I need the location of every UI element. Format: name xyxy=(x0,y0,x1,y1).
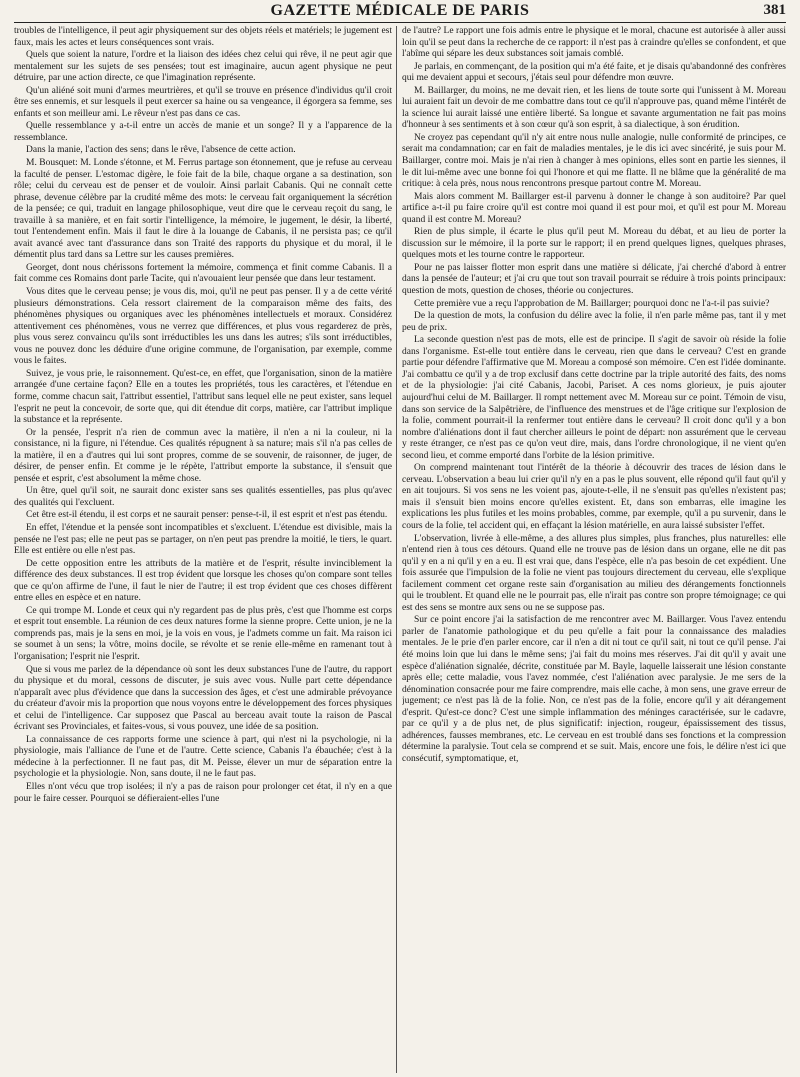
paragraph: En effet, l'étendue et la pensée sont incompatibles et s'excluent. L'étendue est divisible, mais la pensée ne l'est pas; elle ne peut pas se partager, on n'en peut pas prendre la moitié, le tiers, le quart. Elle est entière ou elle n'est pas. xyxy=(14,522,392,557)
paragraph: Je parlais, en commençant, de la position qui m'a été faite, et je disais qu'abandonné des confrères qui me devaient appui et secours, j'étais seul pour défendre mon œuvre. xyxy=(402,61,786,84)
paragraph: Cet être est-il étendu, il est corps et ne saurait penser: pense-t-il, il est esprit et n'est pas étendu. xyxy=(26,510,388,521)
paragraph: Qu'un aliéné soit muni d'armes meurtrières, et qu'il se trouve en présence d'individus qu'il croit être ses ennemis, et sur lesquels il peut exercer sa haine ou sa vengeance, il égorgera sa femme, ses enfants et son meilleur ami. Le rêveur n'est pas dans ce cas. xyxy=(14,85,392,119)
page-header xyxy=(14,2,786,23)
page-number: 381 xyxy=(763,2,786,18)
paragraph: Quelle ressemblance y a-t-il entre un accès de manie et un songe? Il y a l'apparence de la ressemblance. xyxy=(14,121,392,143)
left-column xyxy=(14,26,392,1075)
column-divider xyxy=(396,26,397,1073)
paragraph: Dans la manie, l'action des sens; dans le rêve, l'absence de cette action. xyxy=(26,145,296,156)
paragraph: Quels que soient la nature, l'ordre et la liaison des idées chez celui qui rêve, il ne peut agir que mentalement sur les sujets de ses pensées; tout est imaginaire, aucun agent physique ne peut détruire, par une action directe, ce que l'imagination représente. xyxy=(14,50,392,84)
journal-title: GAZETTE MÉDICALE DE PARIS xyxy=(270,2,530,19)
paragraph: Or la pensée, l'esprit n'a rien de commun avec la matière, il n'en a ni la couleur, ni la consistance, ni la figure, ni l'étendue. Ces qualités répugnent à sa nature; mais s'il n'a pas celles de la matière, il en a d'autres qui lui sont propres, comme de se souvenir, de raisonner, de juger, de désirer, de penser enfin. Et comme je le répète, l'attribut emporte la substance, il s'ensuit que pensée et esprit, c'est absolument la même chose. xyxy=(14,427,392,484)
paragraph: Ne croyez pas cependant qu'il n'y ait entre nous nulle analogie, nulle conformité de principes, ce serait ma condamnation; car en fait de maladies mentales, je le dis ici avec sincérité, je suis pour M. Baillarger, contre moi. Mais je n'ai rien à changer à mes opinions, elles sont en partie les siennes, il le dit lui-même avec une bonne foi qui l'honore et qui me flatte. Il ne blâme que la généralité de ma critique: à cela près, nous nous rencontrons presque partout contre M. Moreau. xyxy=(402,132,786,190)
paragraph: La seconde question n'est pas de mots, elle est de principe. Il s'agit de savoir où réside la folie dans l'organisme. Est-elle tout entière dans le cerveau, rien que dans le cerveau? C'est en grande partie pour défendre l'affirmative que M. Moreau a composé son mémoire. C'en est l'idée dominante. J'ai combattu ce qu'il y a de trop exclusif dans cette doctrine par la triple autorité des faits, des noms et de la physiologie: j'ai cité Cabanis, Jacobi, Pariset. A ces noms glorieux, je puis ajouter aujourd'hui celui de M. Baillarger. Il rompt nettement avec M. Moreau sur ce point. Témoin de visu, dans son service de la Salpêtrière, de l'influence des menstrues et de l'âge critique sur l'explosion de la folie, comment pourrait-il la renfermer tout entière dans le cerveau? Il croit donc qu'il y a bon nombre d'aliénations dont il faut chercher ailleurs le point de départ: non assurément que le cerveau y reste étranger, ce n'est pas ce qu'on veut dire, mais, dans l'ordre chronologique, il ne vient qu'en second lieu, et comme emporté dans l'orbite de la lésion primitive. xyxy=(402,335,786,461)
paragraph: De cette opposition entre les attributs de la matière et de l'esprit, résulte invinciblement la différence des deux substances. Il est trop évident que lorsque les choses qu'on compare sont telles que ce qu'on affirme de l'une, il faut le nier de l'autre; il est trop évident que ces choses diffèrent entre elles en espèce et en nature. xyxy=(14,558,392,604)
paragraph: Un être, quel qu'il soit, ne saurait donc exister sans ses qualités essentielles, pas plus qu'avec des qualités qui l'excluent. xyxy=(14,486,392,508)
paragraph: La connaissance de ces rapports forme une science à part, qui n'est ni la psychologie, ni la physiologie, mais l'alliance de l'une et de l'autre. Cette science, Cabanis l'a ébauchée; c'est à la médecine à la perfectionner. Il ne faut pas, dit M. Peisse, élever un mur de séparation entre la psychologie et la physiologie. Non, sans doute, il ne le faut pas. xyxy=(14,734,392,780)
paragraph: M. Bousquet: M. Londe s'étonne, et M. Ferrus partage son étonnement, que je refuse au cerveau la faculté de penser. L'estomac digère, le foie fait de la bile, chaque organe a sa destination, son rôle; celui du cerveau est de penser et de vouloir. Ainsi parlait Cabanis. Qui ne connaît cette phrase, devenue célèbre par la crudité même des mots: le cerveau fait organiquement la sécrétion de la pensée; ce qui, traduit en langage philosophique, veut dire que le cerveau reçoit du sang, le travaille à sa manière, et en fait sortir l'intelligence, la mémoire, le jugement, le désir, la liberté, tout l'entendement enfin. Mais il faut le dire à la louange de Cabanis, il ne persista pas; ce qu'il avait avancé avec tant d'assurance dans son Traité des rapports du physique et du moral, il le démentit plus tard dans sa Lettre sur les causes premières. xyxy=(14,158,392,261)
paragraph: Elles n'ont vécu que trop isolées; il n'y a pas de raison pour prolonger cet état, il n'y en a que pour le faire cesser. Pourquoi se défieraient-elles l'une xyxy=(14,782,392,804)
paragraph: Suivez, je vous prie, le raisonnement. Qu'est-ce, en effet, que l'organisation, sinon de la matière arrangée d'une certaine façon? Elle en a toutes les propriétés, tous les caractères, et l'étendue en forme, comme chacun sait, l'attribut essentiel, l'attribut sans lequel elle ne peut exister, sans lequel l'esprit ne peut la concevoir, de sorte que, qui dit étendue dit corps, matière, car l'attribut implique la substance et la représente. xyxy=(14,368,392,426)
paragraph: L'observation, livrée à elle-même, a des allures plus simples, plus franches, plus naturelles: elle n'entend rien à tous ces détours. Quand elle ne trouve pas de lésion dans un organe, elle ne dit pas qu'il y en a ni qu'il y en a eu. Il est vrai que, dans l'espèce, elle n'a pas besoin de cet expédient. Une fois assurée que l'impulsion de la folie ne vient pas toujours directement du cerveau, elle s'explique facilement comment cet organe reste sain d'organisation au milieu des dérangements fonctionnels qui le troublent. Et quand elle ne le pourrait pas, elle n'irait pas contre son propre témoignage; ce qui est des sens se montre aux sens ou ne se suppose pas. xyxy=(402,533,786,613)
paragraph: On comprend maintenant tout l'intérêt de la théorie à découvrir des traces de lésion dans le cerveau. L'observation a beau lui crier qu'il n'y en a pas le plus souvent, elle répond qu'il faut qu'il y en ait toujours. Si vos sens ne les voient pas, ajoute-t-elle, il ne s'ensuit pas qu'elles n'existent pas; mais il s'ensuit bien moins encore qu'elles existent. Et, dans son embarras, elle imagine les explications les plus futiles et les moins probables, comme, par exemple, qu'il a pu survenir, dans le cours de la folie, tel accident qui, en effaçant la lésion matérielle, en aura laissé subsister l'effet. xyxy=(402,463,786,531)
paragraph: De la question de mots, la confusion du délire avec la folie, il n'en parle même pas, tant il y met peu de prix. xyxy=(402,311,786,333)
paragraph: de l'autre? Le rapport une fois admis entre le physique et le moral, chacune est autorisée à aller aussi loin qu'il se peut dans la recherche de ce rapport: il n'est pas à craindre qu'elles se confondent, et que l'abîme qui sépare les deux substances soit jamais comblé. xyxy=(402,26,786,60)
paragraph: Sur ce point encore j'ai la satisfaction de me rencontrer avec M. Baillarger. Vous l'avez entendu parler de l'anatomie pathologique et du peu qu'elle a fait pour la connaissance des maladies mentales. Je le prie d'en parler encore, car il n'en a dit ni tout ce qu'il sait, ni tout ce qu'il pense. J'ai été moins loin que lui dans le même sens; j'ai fait du moins mes réserves. J'ai dit qu'il y avait une espèce d'aliénation signalée, décrite, constituée par M. Bayle, laquelle laisserait une lésion constante après elle; cette maladie, vous l'avez nommée, c'est l'aliénation avec paralysie. Je me sers de la dénomination consacrée pour me faire comprendre, mais elle cache, à mon sens, une grave erreur de jugement; ce n'est pas là de la folie. Non, ce n'est pas de la folie, encore qu'il y ait dérangement d'esprit. Qu'est-ce donc? C'est une simple inflammation des méninges caractérisée, sur le cadavre, par ce qu'il y a de plus net, de plus significatif: injection, rougeur, épaississement des tissus, adhérences, fausses membranes, etc. Le cerveau en est troublé dans ses fonctions et la compression détermine la paralysie. Tout cela se comprend et se suit. Mais, encore une fois, le délire n'est ici que consécutif, symptomatique, et, xyxy=(402,615,786,764)
paragraph: Pour ne pas laisser flotter mon esprit dans une matière si délicate, j'ai cherché d'abord à entrer dans la pensée de l'auteur; et j'ai cru que tout son travail pourrait se réduire à trois points principaux: question de mots, question de choses, théorie ou conjectures. xyxy=(402,262,786,297)
paragraph: M. Baillarger, du moins, ne me devait rien, et les liens de toute sorte qui l'unissent à M. Moreau lui auraient fait un devoir de me combattre dans tout ce qu'il n'approuve pas, quand même l'intérêt de la science lui aurait laissé une entière liberté. Sa longue et savante argumentation ne fait pas moins d'honneur à ses sentiments et à son cœur qu'à son esprit, à sa dialectique, à son érudition. xyxy=(402,85,786,131)
paragraph: Georget, dont nous chérissons fortement la mémoire, commença et finit comme Cabanis. Il a fait comme ces Romains dont parle Tacite, qui n'avouaient leur pensée que dans leur testament. xyxy=(14,262,392,285)
paragraph: Vous dites que le cerveau pense; je vous dis, moi, qu'il ne peut pas penser. Il y a de cette vérité plusieurs démonstrations. Cela ressort clairement de la comparaison même des faits, des phénomènes physiques ou organiques avec les phénomènes intellectuels et moraux. Considérez attentivement ces phénomènes, vous ne verrez que différences, et plus vous regarderez de près, plus vous serez convaincu qu'ils sont irréductibles les uns dans les autres; s'ils sont irréductibles, vous ne pouvez donc les déduire d'une origine commune, de l'organisation, par exemple, comme vous le faites. xyxy=(14,287,392,367)
paragraph: Ce qui trompe M. Londe et ceux qui n'y regardent pas de plus près, c'est que l'homme est corps et esprit tout ensemble. La réunion de ces deux natures forme la sienne propre. Cette union, je ne la comprends pas, mais je la sens en moi, je la vois en vous, je l'admets comme un fait. Ma raison ici se soumet à un sens; la vôtre, moins docile, se révolte et se renie elle-même en ramenant tout à l'organisation; l'esprit nie l'esprit. xyxy=(14,605,392,662)
paragraph: Que si vous me parlez de la dépendance où sont les deux substances l'une de l'autre, du rapport du physique et du moral, cessons de discuter, je suis avec vous. Nulle part cette dépendance n'apparaît avec plus d'évidence que dans la succession des âges, et c'est une admirable prévoyance du créateur d'avoir mis la proportion que nous voyons entre le développement des forces physiques et celui de l'intelligence. Car supposez que Pascal au berceau avait toute la raison de Pascal écrivant ses Provinciales, et faites-vous, si vous pouvez, une idée de sa position. xyxy=(14,664,392,733)
paragraph: Rien de plus simple, il écarte le plus qu'il peut M. Moreau du débat, et au lieu de porter la discussion sur le mémoire, il la porte sur le rapport; il en prend quelques lignes, quelques phrases, quelques mots et les tourne contre le rapporteur. xyxy=(402,227,786,261)
right-column xyxy=(402,26,786,1075)
paragraph: Cette première vue a reçu l'approbation de M. Baillarger; pourquoi donc ne l'a-t-il pas suivie? xyxy=(414,298,770,309)
paragraph: troubles de l'intelligence, il peut agir physiquement sur des objets réels et matériels; le jugement est faux, mais les actes et leurs conséquences sont vrais. xyxy=(14,26,392,48)
paragraph: Mais alors comment M. Baillarger est-il parvenu à donner le change à son auditoire? Par quel artifice a-t-il pu faire croire qu'il est contre moi quand il est pour moi, et qu'il est pour M. Moreau quand il est contre M. Moreau? xyxy=(402,191,786,225)
